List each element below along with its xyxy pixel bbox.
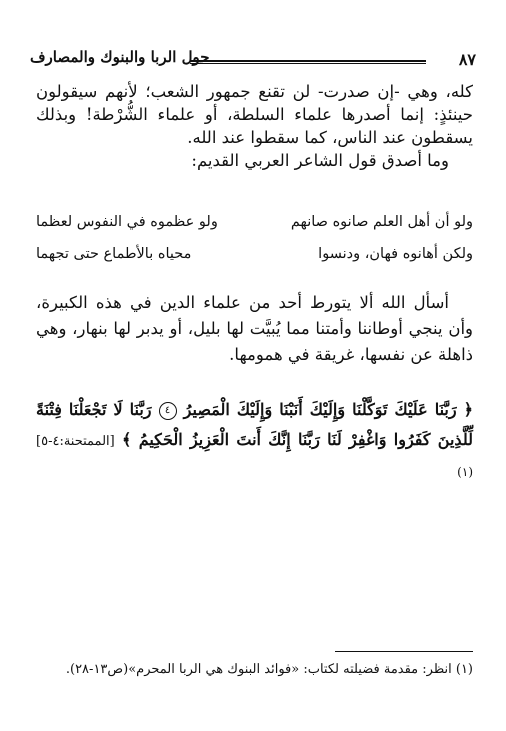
page-number: ٨٧ [458,50,476,69]
quran-close-bracket: ﴾ [122,430,132,449]
verse-row [36,214,473,246]
paragraph: أسأل الله ألا يتورط أحد من علماء الدين في هذه الكبيرة، وأن ينجي أوطاننا وأمتنا مما يُبيَّت لها بليل، أو يدبر لها بنهار، وهي ذاهلة عن نفسها، غريقة في همومها. [36,293,473,364]
verse-second-hemistich: ولو عظموه في النفوس لعظما [36,214,218,230]
running-title: حول الربا والبنوك والمصارف [30,48,210,66]
verse-second-hemistich: محياه بالأطماع حتى تجهما [36,246,192,262]
surah-reference: [الممتحنة:٤-٥] [36,434,115,449]
verse-first-hemistich: ولو أن أهل العلم صانوه صانهم [290,214,473,230]
body-text-top [36,80,473,172]
paragraph: وما أصدق قول الشاعر العربي القديم: [191,151,449,170]
verse-row [36,246,473,278]
footnote: (١) انظر: مقدمة فضيلته لكتاب: «فوائد البنوك هي الربا المحرم»(ص١٣-٢٨). [65,662,473,677]
page-header [30,48,476,72]
body-text-bottom [36,290,473,368]
quran-verse-part: رَبَّنَا عَلَيْكَ تَوَكَّلْنَا وَإِلَيْكَ أَنَبْنَا وَإِلَيْكَ الْمَصِيرُ [183,400,457,419]
quran-verse [36,395,473,492]
header-rule [190,60,426,64]
ayah-number-marker: ٤ [159,402,177,420]
poem [36,214,473,278]
footnote-separator [335,651,473,652]
quran-open-bracket: ﴿ [463,400,474,419]
verse-first-hemistich: ولكن أهانوه فهان، ودنسوا [318,246,473,262]
quran-verse-part: رَبَّنَا لَا تَجْعَلْنَا فِتْنَةً لِّلَّذِينَ كَفَرُوا وَاغْفِرْ لَنَا رَبَّنَا إِنَّكَ أَنتَ الْعَزِيزُ الْحَكِيمُ [36,400,473,449]
footnote-marker: (١) [457,465,473,479]
paragraph: كله، وهي -إن صدرت- لن تقنع جمهور الشعب؛ لأنهم سيقولون حينئذٍ: إنما أصدرها علماء السلطة، أو علماء الشُّرْطة! وبذلك يسقطون عند الناس، كما سقطوا عند الله. [36,82,473,147]
